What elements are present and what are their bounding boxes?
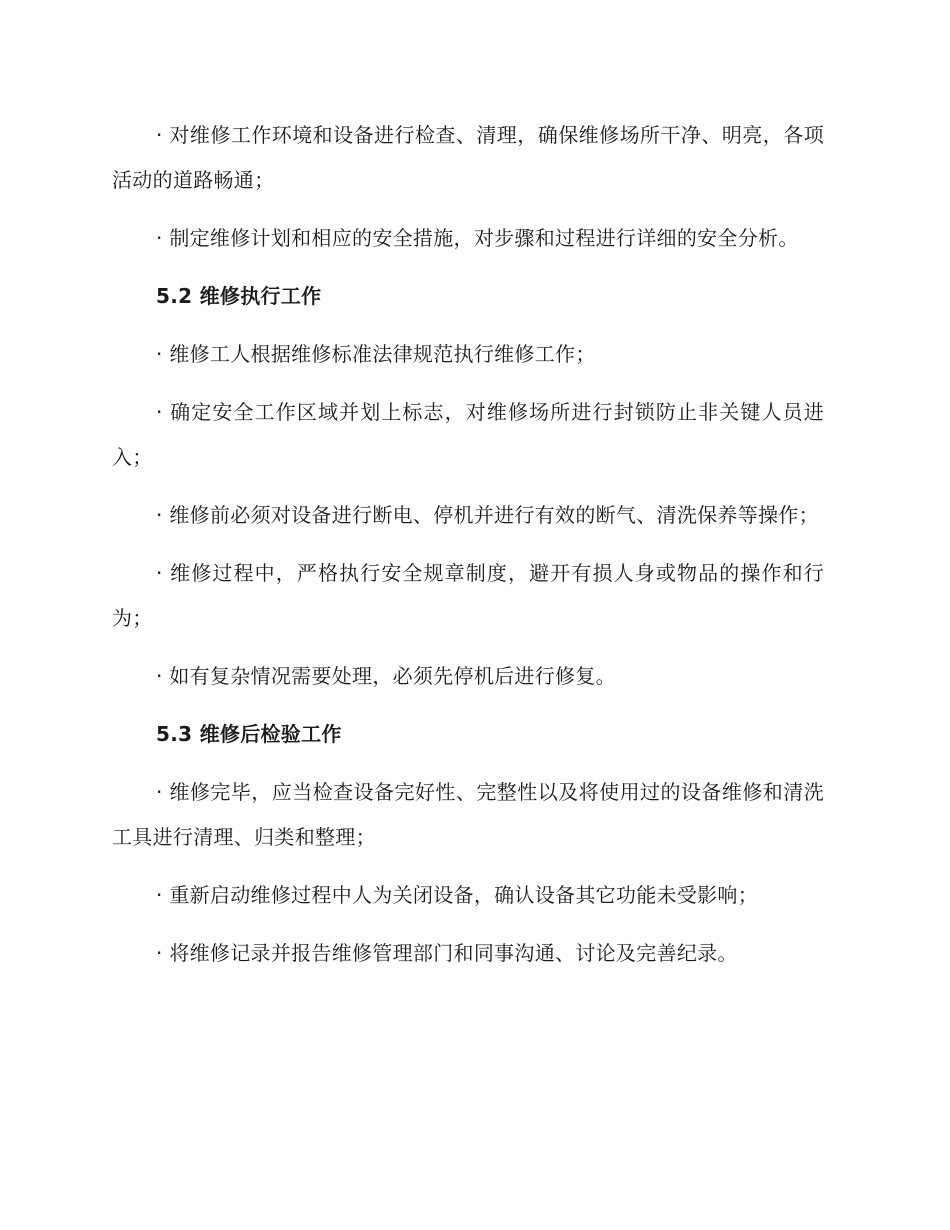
- bullet-paragraph: · 确定安全工作区域并划上标志，对维修场所进行封锁防止非关键人员进入；: [112, 400, 824, 469]
- section-heading: 5.2 维修执行工作: [156, 284, 322, 308]
- document-body: [112, 113, 824, 976]
- bullet-paragraph: · 对维修工作环境和设备进行检查、清理，确保维修场所干净、明亮，各项活动的道路畅通；: [112, 123, 824, 192]
- bullet-paragraph: · 将维修记录并报告维修管理部门和同事沟通、讨论及完善纪录。: [156, 941, 738, 965]
- bullet-paragraph: · 重新启动维修过程中人为关闭设备，确认设备其它功能未受影响；: [156, 883, 759, 907]
- bullet-paragraph: · 维修过程中，严格执行安全规章制度，避开有损人身或物品的操作和行为；: [112, 561, 824, 630]
- bullet-paragraph: · 维修前必须对设备进行断电、停机并进行有效的断气、清洗保养等操作；: [156, 503, 819, 527]
- bullet-paragraph: · 维修完毕，应当检查设备完好性、完整性以及将使用过的设备维修和清洗工具进行清理、归类和整理；: [112, 780, 824, 849]
- bullet-paragraph: · 如有复杂情况需要处理，必须先停机后进行修复。: [156, 664, 616, 688]
- section-heading: 5.3 维修后检验工作: [156, 722, 342, 746]
- bullet-paragraph: · 维修工人根据维修标准法律规范执行维修工作；: [156, 342, 596, 366]
- bullet-paragraph: · 制定维修计划和相应的安全措施，对步骤和过程进行详细的安全分析。: [156, 226, 799, 250]
